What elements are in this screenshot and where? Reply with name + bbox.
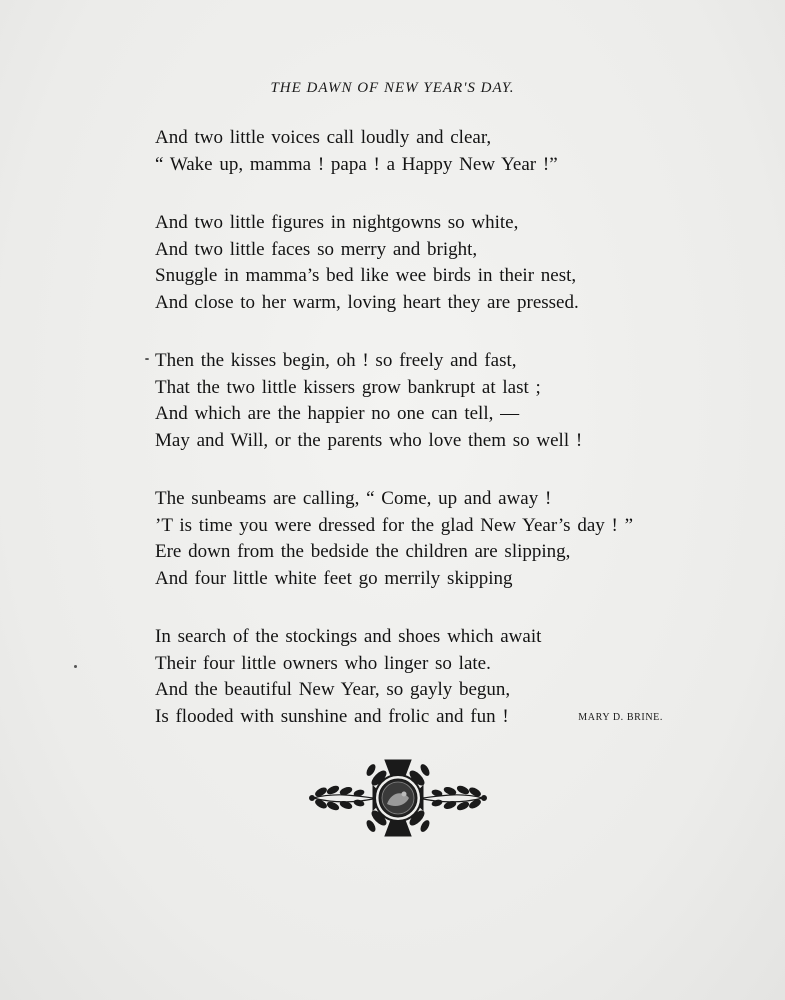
poem-line: And which are the happier no one can tell, — [155,403,520,424]
poem-line: “ Wake up, mamma ! papa ! a Happy New Year !” [155,153,558,175]
stanza-2 [155,210,675,316]
poem-line: And close to her warm, loving heart they are pressed. [155,291,579,313]
poem-line: The sunbeams are calling, “ Come, up and away ! [155,488,552,509]
poem-line: And the beautiful New Year, so gayly begun, [155,679,511,700]
poem-line: And two little voices call loudly and clear, [155,127,492,148]
central-medallion [375,775,421,821]
poem-line: Snuggle in mamma’s bed like wee birds in their nest, [155,265,577,286]
ink-speck [145,358,149,360]
poem-line: May and Will, or the parents who love them so well ! [155,429,583,451]
poem-line: And four little white feet go merrily skipping [155,567,513,589]
poem-line: Their four little owners who linger so late. [155,652,491,674]
author-attribution: MARY D. BRINE. [578,712,663,723]
floral-medallion-icon [307,752,489,842]
stanza-3 [155,348,675,454]
poem-line: ’T is time you were dressed for the glad New Year’s day ! ” [155,514,634,536]
poem-line: In search of the stockings and shoes which await [155,626,542,647]
poem-line: And two little faces so merry and bright, [155,238,478,260]
poem-line: Then the kisses begin, oh ! so freely and fast, [155,350,517,371]
poem-line: Ere down from the bedside the children are slipping, [155,541,571,562]
left-leaves [310,785,365,812]
stanza-1 [155,125,675,178]
right-leaves [431,785,486,812]
poem-title: THE DAWN OF NEW YEAR'S DAY. [270,80,515,96]
poem-line: That the two little kissers grow bankrupt at last ; [155,376,541,398]
poem-body [155,125,675,762]
poem-line: Is flooded with sunshine and frolic and fun ! [155,705,509,727]
poem-line: And two little figures in nightgowns so white, [155,212,519,233]
stanza-4 [155,486,675,592]
ink-speck [74,665,77,668]
